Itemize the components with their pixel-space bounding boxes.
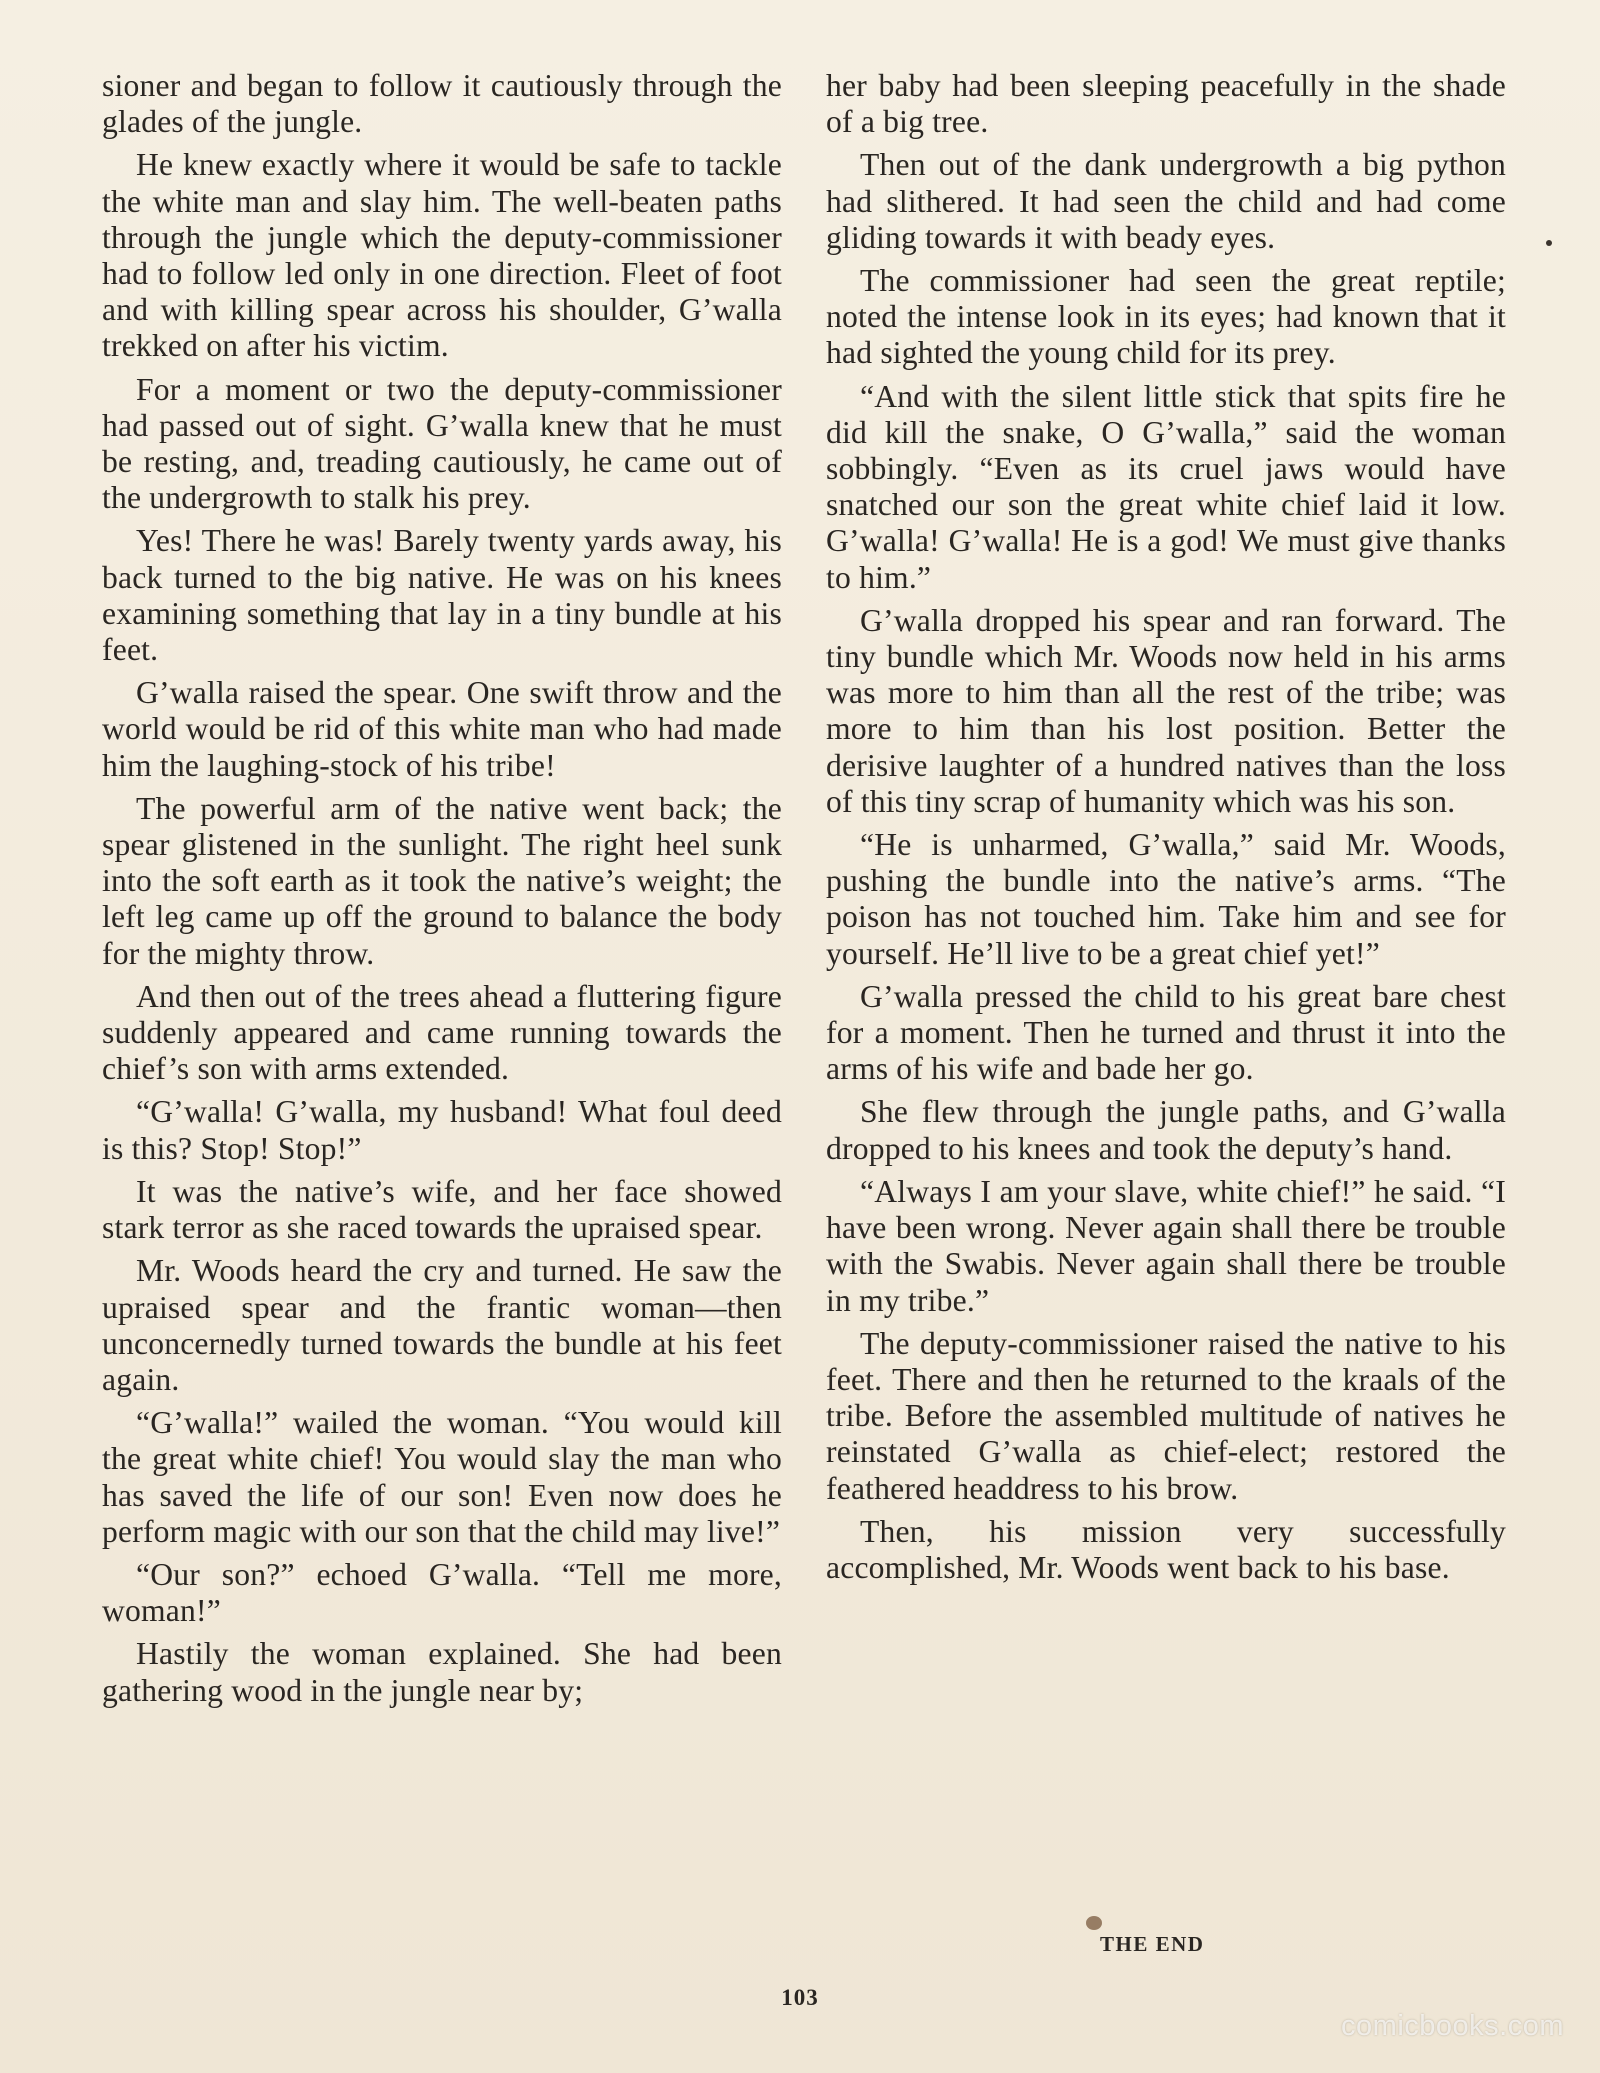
paragraph: The commissioner had seen the great reptile; noted the intense look in its eyes; had known that it had sighted the young child for its prey. [826, 263, 1506, 371]
paragraph: G’walla raised the spear. One swift throw and the world would be rid of this white man who had made him the laughing-stock of his tribe! [102, 675, 782, 783]
left-text-column [102, 68, 782, 1716]
paragraph: Then, his mission very successfully accomplished, Mr. Woods went back to his base. [826, 1513, 1506, 1585]
paragraph: sioner and began to follow it cautiously through the glades of the jungle. [102, 68, 782, 140]
paragraph: Hastily the woman explained. She had been gathering wood in the jungle near by; [102, 1636, 782, 1708]
paragraph: “G’walla!” wailed the woman. “You would kill the great white chief! You would slay the man who has saved the life of our son! Even now does he perform magic with our son that the child may live!” [102, 1405, 782, 1549]
paragraph: The powerful arm of the native went back; the spear glistened in the sunlight. The right heel sunk into the soft earth as it took the native’s weight; the left leg came up off the ground to balance the body for the mighty throw. [102, 790, 782, 971]
paragraph: And then out of the trees ahead a fluttering figure suddenly appeared and came running towards the chief’s son with arms extended. [102, 978, 782, 1087]
paragraph: G’walla dropped his spear and ran forward. The tiny bundle which Mr. Woods now held in his arms was more to him than all the rest of the tribe; was more to him than his lost position. Better the derisive laughter of a hundred natives than the loss of this tiny scrap of humanity which was his son. [826, 602, 1506, 819]
paragraph: Then out of the dank undergrowth a big python had slithered. It had seen the child and had come gliding towards it with beady eyes. [826, 147, 1506, 255]
watermark: comicbooks.com [1341, 2010, 1564, 2042]
paragraph: “And with the silent little stick that spits fire he did kill the snake, O G’walla,” said the woman sobbingly. “Even as its cruel jaws would have snatched our son the great white chief laid it low. G’walla! G’walla! He is a god! We must give thanks to him.” [826, 378, 1506, 595]
paragraph: Yes! There he was! Barely twenty yards away, his back turned to the big native. He was on his knees examining something that lay in a tiny bundle at his feet. [102, 523, 782, 668]
paragraph: her baby had been sleeping peacefully in the shade of a big tree. [826, 68, 1506, 140]
ink-blot [1086, 1916, 1102, 1930]
paragraph: The deputy-commissioner raised the native to his feet. There and then he returned to the kraals of the tribe. Before the assembled multitude of natives he reinstated G’walla as chief-elect; restored the feathered headdress to his brow. [826, 1325, 1506, 1506]
right-text-column [826, 68, 1506, 1593]
ink-speck [1546, 240, 1552, 246]
the-end-label: THE END [1100, 1932, 1205, 1956]
paragraph: It was the native’s wife, and her face showed stark terror as she raced towards the upraised spear. [102, 1173, 782, 1246]
page-number: 103 [781, 1985, 819, 2010]
paragraph: She flew through the jungle paths, and G’walla dropped to his knees and took the deputy’s hand. [826, 1094, 1506, 1166]
paragraph: “He is unharmed, G’walla,” said Mr. Woods, pushing the bundle into the native’s arms. “The poison has not touched him. Take him and see for yourself. He’ll live to be a great chief yet!” [826, 827, 1506, 971]
paragraph: For a moment or two the deputy-commissioner had passed out of sight. G’walla knew that he must be resting, and, treading cautiously, he came out of the undergrowth to stalk his prey. [102, 371, 782, 516]
paragraph: “Our son?” echoed G’walla. “Tell me more, woman!” [102, 1556, 782, 1629]
paragraph: “G’walla! G’walla, my husband! What foul deed is this? Stop! Stop!” [102, 1094, 782, 1166]
paragraph: “Always I am your slave, white chief!” he said. “I have been wrong. Never again shall there be trouble with the Swabis. Never again shall there be trouble in my tribe.” [826, 1173, 1506, 1318]
paragraph: G’walla pressed the child to his great bare chest for a moment. Then he turned and thrust it into the arms of his wife and bade her go. [826, 978, 1506, 1087]
paragraph: He knew exactly where it would be safe to tackle the white man and slay him. The well-beaten paths through the jungle which the deputy-commissioner had to follow led only in one direction. Fleet of foot and with killing spear across his shoulder, G’walla trekked on after his victim. [102, 147, 782, 364]
paragraph: Mr. Woods heard the cry and turned. He saw the upraised spear and the frantic woman—then unconcernedly turned towards the bundle at his feet again. [102, 1253, 782, 1397]
